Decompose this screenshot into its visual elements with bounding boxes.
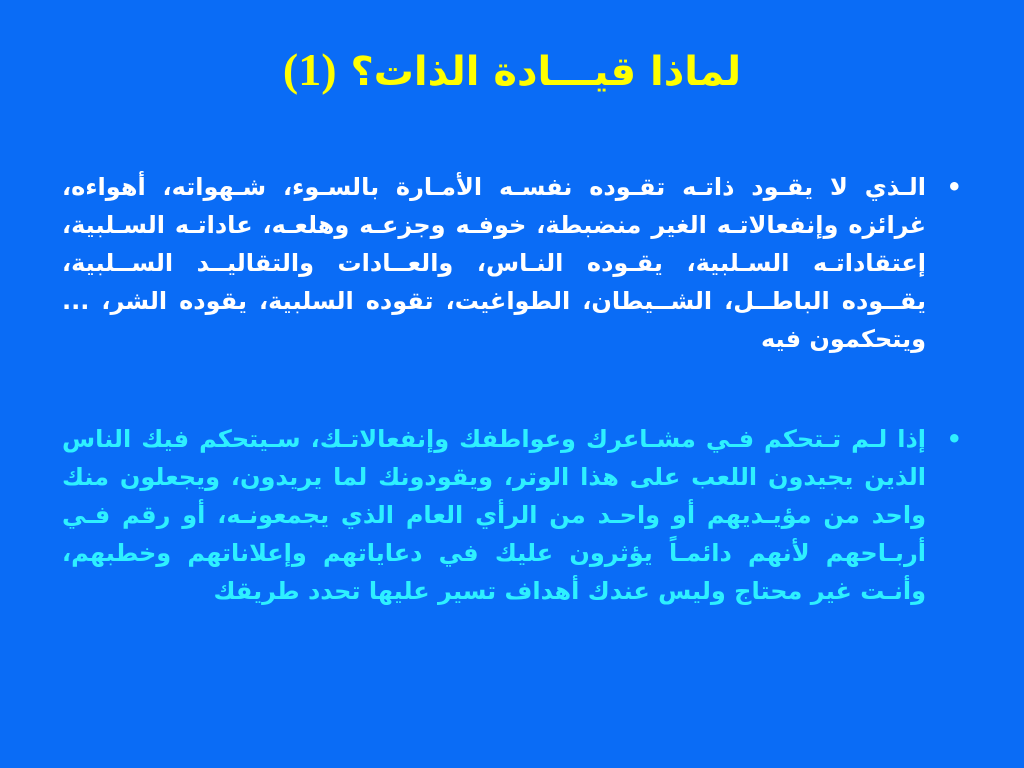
slide-title: [0, 40, 1024, 102]
bullet-item: [62, 420, 962, 610]
bullet-list-1: [62, 168, 962, 358]
bullet-text: إذا لـم تـتحكم فـي مشـاعرك وعواطفك وإنفعالاتـك، سـيتحكم فيك الناس الذين يجيدون اللعب على هذا الوتر، ويقودونك لما يريدون، ويجعلون منك واحد من مؤيـديهم أو واحـد من الرأي العام الذي يجمعونـه، أو رقم فـي أربـاحهم لأنهم دائمـاً يؤثرون عليك في دعاياتهم وإعلاناتهم وخطبهم، وأنـت غير محتاج وليس عندك أهداف تسير عليها تحدد طريقك: [62, 425, 926, 605]
bullet-dot-icon: •: [946, 425, 962, 453]
slide-title-number: (1): [282, 44, 337, 95]
bullet-dot-icon: •: [946, 173, 962, 201]
bullet-list-2: [62, 420, 962, 610]
slide-title-text: لماذا قيـــادة الذات؟: [350, 49, 742, 95]
bullet-item: [62, 168, 962, 358]
bullet-text: الـذي لا يقـود ذاتـه تقـوده نفسـه الأمـارة بالسـوء، شـهواته، أهواءه، غرائزه وإنفعالاتـه الغير منضبطة، خوفـه وجزعـه وهلعـه، عاداتـه السـلبية، إعتقاداتـه السـلبية، يقـوده النـاس، والعــادات والتقاليــد الســلبية، يقــوده الباطــل، الشــيطان، الطواغيت، تقوده السلبية، يقوده الشر، ... ويتحكمون فيه: [62, 173, 926, 353]
